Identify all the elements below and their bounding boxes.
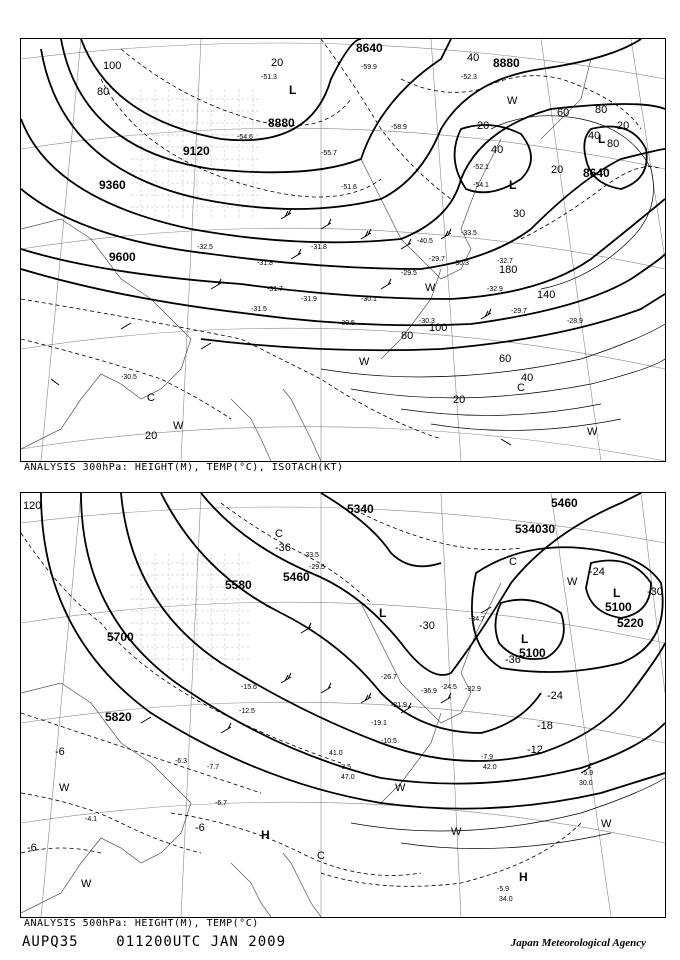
cold-center: C <box>517 382 525 394</box>
isotach-dashed <box>21 39 661 439</box>
isotach-label: 20 <box>617 120 630 132</box>
station-value: -7.7 <box>207 764 220 771</box>
isotach-label: 140 <box>537 289 556 301</box>
agency-name: Japan Meteorological Agency <box>510 937 646 949</box>
station-value: 47.0 <box>341 774 355 781</box>
warm-center: W <box>59 782 70 794</box>
temp-label: -30.5 <box>121 374 137 381</box>
station-value: -4.1 <box>85 816 98 823</box>
temp-label: -31.5 <box>251 306 267 313</box>
temp-isoline-label: 120 <box>23 500 42 512</box>
temp-isoline-label: -18 <box>537 720 553 732</box>
low-center: L <box>509 178 517 192</box>
height-label: 5460 <box>551 496 578 510</box>
warm-center: W <box>395 782 406 794</box>
top-height-labels <box>99 41 610 264</box>
isotach-label: 20 <box>271 57 284 69</box>
map-300hpa-svg <box>21 39 665 461</box>
isotach-label: 60 <box>557 107 570 119</box>
isotach-label: 80 <box>97 86 110 98</box>
temp-label: -40.5 <box>417 238 433 245</box>
isotach-label: 20 <box>453 394 466 406</box>
temp-label: -31.8 <box>257 260 273 267</box>
station-value: 30.0 <box>579 780 593 787</box>
temp-isoline-label: -6 <box>55 746 65 758</box>
station-value: -6.7 <box>215 800 228 807</box>
height-label: 5460 <box>283 570 310 584</box>
height-label: 9360 <box>99 178 126 192</box>
low-center: L <box>521 632 529 646</box>
cold-center: C <box>147 392 155 404</box>
temp-label: -33.5 <box>461 230 477 237</box>
station-value: -5.9 <box>497 886 510 893</box>
high-center: H <box>261 828 270 842</box>
station-value: -12.5 <box>239 708 255 715</box>
temp-isoline-label: -6 <box>27 842 37 854</box>
top-centers <box>147 83 608 438</box>
height-contours <box>41 493 665 809</box>
station-value: -10.5 <box>381 738 397 745</box>
temp-isoline-label: -24 <box>547 690 563 702</box>
station-value: -15.6 <box>241 684 257 691</box>
warm-center: W <box>587 426 598 438</box>
temp-label: -28.9 <box>567 318 583 325</box>
top-temp-labels <box>121 64 583 381</box>
isotach-label: 80 <box>595 104 608 116</box>
temp-isoline-label: -36 <box>275 542 291 554</box>
cold-center: C <box>317 850 325 862</box>
height-label: 5820 <box>105 710 132 724</box>
temp-isoline-label: -6 <box>195 822 205 834</box>
isotach-label: 40 <box>588 130 601 142</box>
caption-500hpa: ANALYSIS 500hPa: HEIGHT(M), TEMP(°C) <box>24 918 259 929</box>
warm-center: W <box>81 878 92 890</box>
bot-temp-isolines <box>23 500 663 854</box>
station-value: -32.9 <box>465 686 481 693</box>
station-value: -33.5 <box>303 552 319 559</box>
station-value: -29.5 <box>309 564 325 571</box>
temp-label: -29.7 <box>511 308 527 315</box>
isotach-label: 80 <box>401 330 414 342</box>
isotach-label: 40 <box>521 372 534 384</box>
temp-label: -31.9 <box>301 296 317 303</box>
isotach-label: 30 <box>513 208 526 220</box>
cold-center: C <box>509 556 517 568</box>
top-isotach-labels <box>97 52 629 442</box>
warm-center: W <box>359 356 370 368</box>
isotach-label: 40 <box>491 144 504 156</box>
station-value: -34.7 <box>469 616 485 623</box>
temp-label: -30.3 <box>453 260 469 267</box>
temp-label: -54.6 <box>237 134 253 141</box>
temp-label: -30.1 <box>361 296 377 303</box>
caption-300hpa: ANALYSIS 300hPa: HEIGHT(M), TEMP(°C), ISOTACH(KT) <box>24 462 344 473</box>
temp-label: -52.3 <box>461 74 477 81</box>
warm-center: W <box>601 818 612 830</box>
map-500hpa <box>20 492 666 918</box>
temp-label: -58.9 <box>391 124 407 131</box>
station-value: -5.9 <box>581 770 594 777</box>
warm-center: W <box>507 95 518 107</box>
map-300hpa <box>20 38 666 462</box>
station-value: -21.9 <box>391 702 407 709</box>
isotach-label: 20 <box>551 164 564 176</box>
isotach-label: 100 <box>103 60 122 72</box>
low-center: L <box>289 83 297 97</box>
height-label: 5100 <box>605 600 632 614</box>
isotach-label: 40 <box>467 52 480 64</box>
isotach-label: 180 <box>499 264 518 276</box>
map-500hpa-svg <box>21 493 665 917</box>
height-label: 5220 <box>617 616 644 630</box>
low-center: L <box>613 586 621 600</box>
temp-isoline-label: -30 <box>647 586 663 598</box>
temp-label: -59.9 <box>361 64 377 71</box>
warm-center: W <box>451 826 462 838</box>
station-value: -24.5 <box>441 684 457 691</box>
temp-label: -32.5 <box>197 244 213 251</box>
station-value: -26.7 <box>381 674 397 681</box>
station-value: -19.1 <box>371 720 387 727</box>
high-center: H <box>519 870 528 884</box>
temp-isoline-label: -24 <box>589 566 605 578</box>
temp-label: -51.3 <box>261 74 277 81</box>
height-label: 5700 <box>107 630 134 644</box>
height-label: 8880 <box>493 56 520 70</box>
temp-label: -31.8 <box>311 244 327 251</box>
height-label: 8640 <box>583 166 610 180</box>
station-value: 42.0 <box>483 764 497 771</box>
station-value: -3.5 <box>339 764 352 771</box>
isotach-label: 20 <box>477 120 490 132</box>
height-label: 9600 <box>109 250 136 264</box>
height-label: 8640 <box>356 41 383 55</box>
low-center: L <box>379 606 387 620</box>
temp-label: -30.5 <box>339 320 355 327</box>
height-label: 5580 <box>225 578 252 592</box>
station-value: 34.0 <box>499 896 513 903</box>
temp-label: -31.7 <box>267 286 283 293</box>
height-label: 5100 <box>519 646 546 660</box>
temp-label: -29.5 <box>401 270 417 277</box>
chart-code-datetime: AUPQ35 011200UTC JAN 2009 <box>22 934 287 950</box>
temp-label: -52.1 <box>473 164 489 171</box>
isotach-label: 100 <box>429 322 448 334</box>
temp-label: -51.6 <box>341 184 357 191</box>
temp-isoline-label: -36 <box>505 654 521 666</box>
cold-center: C <box>275 528 283 540</box>
station-value: -7.9 <box>481 754 494 761</box>
hatch-area <box>131 553 251 673</box>
coastline <box>21 583 501 917</box>
isotach-label: 80 <box>607 138 620 150</box>
graticule <box>21 493 665 917</box>
station-value: -36.9 <box>421 688 437 695</box>
temp-label: -32.7 <box>497 258 513 265</box>
temp-isoline-label: -12 <box>527 744 543 756</box>
temp-label: -30.3 <box>419 318 435 325</box>
station-value: 41.0 <box>329 750 343 757</box>
low-center: L <box>598 132 606 146</box>
bot-centers <box>59 528 620 890</box>
height-label: 8880 <box>268 116 295 130</box>
station-value: -6.3 <box>175 758 188 765</box>
warm-center: W <box>567 576 578 588</box>
height-label: 534030 <box>515 522 556 536</box>
temp-isoline-label: -30 <box>419 620 435 632</box>
temp-label: -54.1 <box>473 182 489 189</box>
height-label: 5340 <box>347 502 374 516</box>
warm-center: W <box>425 282 436 294</box>
isotach-label: 60 <box>499 353 512 365</box>
temp-label: -32.9 <box>487 286 503 293</box>
temp-label: -55.7 <box>321 150 337 157</box>
temp-label: -29.7 <box>429 256 445 263</box>
warm-center: W <box>173 420 184 432</box>
isotach-label: 20 <box>145 430 158 442</box>
height-label: 9120 <box>183 144 210 158</box>
